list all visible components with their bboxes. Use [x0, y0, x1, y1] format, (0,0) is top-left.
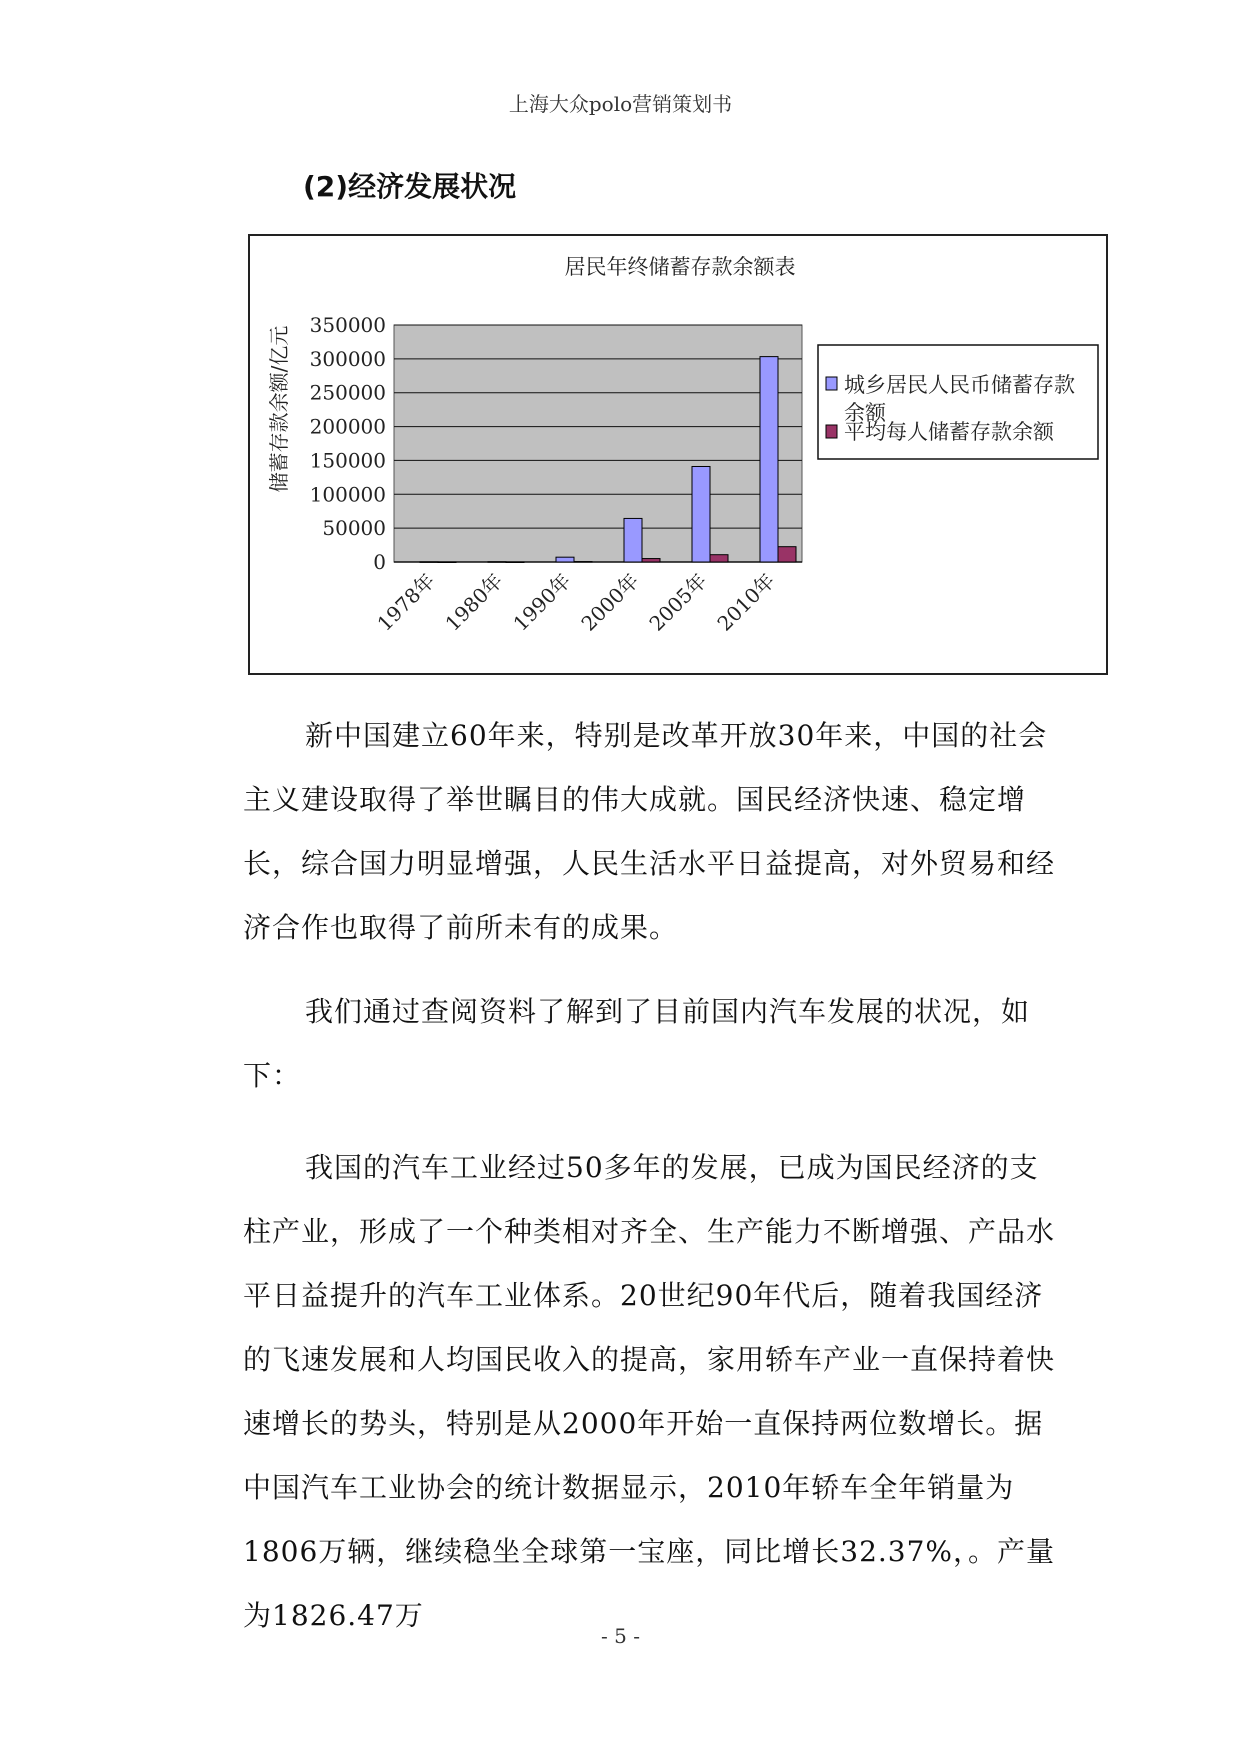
bar-total-deposits: [556, 557, 574, 562]
y-tick-label: 150000: [309, 448, 386, 473]
x-tick-label: 1990年: [508, 568, 576, 636]
x-tick-label: 1980年: [440, 568, 508, 636]
chart-title: 居民年终储蓄存款余额表: [564, 255, 796, 279]
chart-svg: [250, 236, 1106, 673]
y-tick-label: 100000: [309, 482, 386, 507]
x-tick-label: 2000年: [576, 568, 644, 636]
x-tick-labels: [372, 569, 779, 636]
legend-label: 城乡居民人民币储蓄存款余额: [844, 373, 1075, 425]
bar-total-deposits: [692, 466, 710, 562]
paragraph-auto-industry: 我国的汽车工业经过50多年的发展，已成为国民经济的支柱产业，形成了一个种类相对齐全、生产能力不断增强、产品水平日益提升的汽车工业体系。20世纪90年代后，随着我国经济的飞速发展和人均国民收入的提高，家用轿车产业一直保持着快速增长的势头，特别是从2000年开始一直保持两位数增长。据中国汽车工业协会的统计数据显示，2010年轿车全年销量为1806万辆，继续稳坐全球第一宝座，同比增长32.37%，。产量为1826.47万: [243, 1151, 1056, 1632]
bar-total-deposits: [624, 518, 642, 562]
bar-per-capita-deposits: [642, 559, 660, 562]
y-tick-label: 50000: [322, 516, 386, 541]
x-tick-label: 1978年: [372, 568, 440, 636]
bar-total-deposits: [420, 562, 438, 563]
legend-swatch: [826, 377, 837, 390]
legend-swatch: [826, 425, 837, 438]
y-tick-label: 350000: [309, 313, 386, 337]
y-tick-label: 250000: [309, 380, 386, 405]
bar-per-capita-deposits: [574, 562, 592, 563]
y-axis-label: 储蓄存款余额/亿元: [267, 325, 291, 493]
bar-per-capita-deposits: [778, 547, 796, 562]
page-header: 上海大众polo营销策划书: [508, 92, 733, 116]
y-tick-label: 200000: [309, 414, 386, 439]
bar-per-capita-deposits: [710, 555, 728, 562]
y-tick-label: 0: [373, 550, 386, 574]
bar-total-deposits: [760, 357, 778, 562]
paragraph-research-intro: 我们通过查阅资料了解到了目前国内汽车发展的状况，如下：: [243, 995, 1031, 1092]
section-title: (2)经济发展状况: [303, 170, 517, 203]
y-tick-labels: [310, 313, 386, 574]
bar-per-capita-deposits: [438, 562, 456, 563]
bar-total-deposits: [488, 562, 506, 563]
x-tick-label: 2010年: [712, 568, 780, 636]
plot-background: [394, 325, 802, 562]
page-number: - 5 -: [601, 1624, 640, 1648]
plot-area: [394, 325, 802, 562]
x-tick-label: 2005年: [644, 568, 712, 636]
legend-label: 平均每人储蓄存款余额: [844, 420, 1054, 444]
savings-chart: [248, 234, 1108, 675]
y-tick-label: 300000: [309, 346, 386, 371]
chart-legend: [818, 345, 1098, 459]
paragraph-achievements: 新中国建立60年来，特别是改革开放30年来，中国的社会主义建设取得了举世瞩目的伟大成就。国民经济快速、稳定增长，综合国力明显增强，人民生活水平日益提高，对外贸易和经济合作也取得了前所未有的成果。: [243, 719, 1056, 944]
bar-per-capita-deposits: [506, 562, 524, 563]
